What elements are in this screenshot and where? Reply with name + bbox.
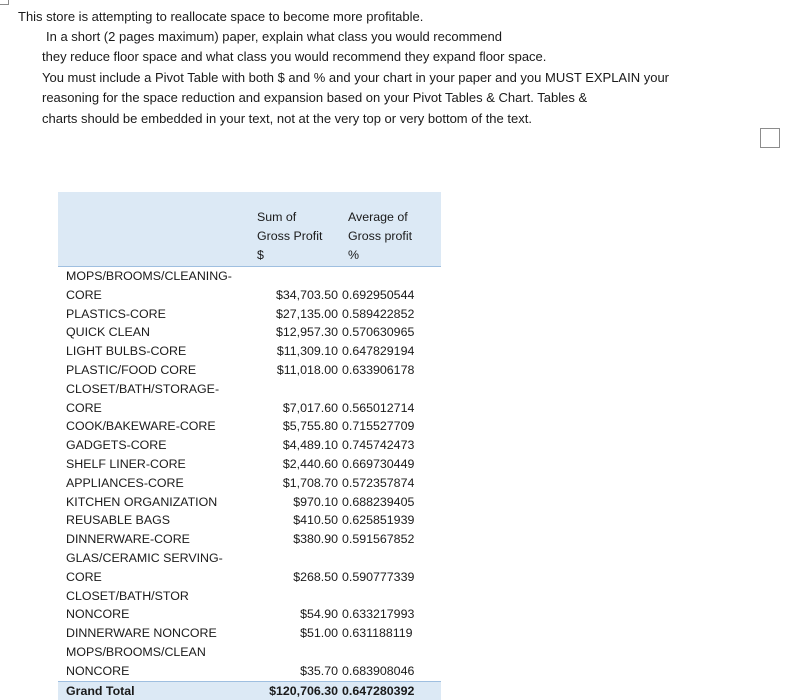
row-label <box>58 380 247 418</box>
table-row <box>58 493 441 512</box>
row-label <box>58 643 247 681</box>
sum-gross-profit-cell: $35.70 <box>300 663 338 678</box>
table-row <box>58 361 441 380</box>
row-label <box>58 587 247 625</box>
sum-gross-profit-cell: $380.90 <box>293 532 338 547</box>
row-label-line2: CORE <box>66 569 102 584</box>
table-row <box>58 549 441 587</box>
instruction-line-6: charts should be embedded in your text, not at the very top or very bottom of the text. <box>42 110 532 126</box>
row-label <box>58 417 247 436</box>
row-label-line2: NONCORE <box>66 663 130 678</box>
sum-gross-profit-cell: $34,703.50 <box>275 287 338 302</box>
row-label-line1: GLAS/CERAMIC SERVING- <box>66 550 223 565</box>
selection-checkbox[interactable] <box>760 128 780 148</box>
avg-gross-profit-cell: 0.590777339 <box>342 569 415 584</box>
pivot-table <box>58 192 441 700</box>
avg-gross-profit-cell: 0.591567852 <box>342 532 415 547</box>
row-label-line1: PLASTICS-CORE <box>66 306 166 321</box>
table-row <box>58 323 441 342</box>
avg-gross-profit-cell: 0.631188119 <box>342 626 413 641</box>
grand-total-row <box>58 681 441 700</box>
row-label-line1: DINNERWARE-CORE <box>66 532 190 547</box>
sum-gross-profit-cell: $54.90 <box>300 607 338 622</box>
avg-header-line1: Average of <box>348 210 408 224</box>
row-label-line2: CORE <box>66 400 102 415</box>
row-label <box>58 493 247 512</box>
table-row <box>58 474 441 493</box>
row-label-line1: CLOSET/BATH/STORAGE- <box>66 381 220 396</box>
table-row <box>58 530 441 549</box>
row-label <box>58 455 247 474</box>
instruction-line-2: In a short (2 pages maximum) paper, explain what class you would recommend <box>46 29 502 44</box>
row-label-line1: LIGHT BULBS-CORE <box>66 344 187 359</box>
sum-gross-profit-cell: $410.50 <box>293 513 338 528</box>
avg-gross-profit-cell: 0.669730449 <box>342 456 415 471</box>
row-label-line1: CLOSET/BATH/STOR <box>66 588 189 603</box>
sum-gross-profit-cell: $4,489.10 <box>282 438 338 453</box>
instruction-line-1: This store is attempting to reallocate space to become more profitable. <box>18 9 424 24</box>
row-label-line1: MOPS/BROOMS/CLEAN <box>66 644 206 659</box>
avg-gross-profit-cell: 0.572357874 <box>342 475 415 490</box>
row-label <box>58 361 247 380</box>
row-label-line1: KITCHEN ORGANIZATION <box>66 494 218 509</box>
row-label <box>58 436 247 455</box>
row-label <box>58 624 247 643</box>
sum-gross-profit-cell: $11,309.10 <box>276 344 338 359</box>
table-row <box>58 380 441 418</box>
row-label-line1: MOPS/BROOMS/CLEANING- <box>66 269 232 283</box>
row-label <box>58 511 247 530</box>
table-row <box>58 417 441 436</box>
avg-gross-profit-cell: 0.565012714 <box>342 400 415 415</box>
row-label <box>58 474 247 493</box>
table-row <box>58 455 441 474</box>
grand-total-sum: $120,706.30 <box>247 681 338 700</box>
avg-gross-profit-cell: 0.570630965 <box>342 325 415 340</box>
page-corner-mark <box>0 0 9 5</box>
sum-gross-profit-cell: $51.00 <box>300 626 338 641</box>
avg-gross-profit-cell: 0.683908046 <box>342 663 415 678</box>
row-label-line1: GADGETS-CORE <box>66 438 167 453</box>
sum-header-line3: $ <box>257 248 264 262</box>
avg-gross-profit-header <box>338 192 441 267</box>
avg-gross-profit-cell: 0.633217993 <box>342 607 415 622</box>
pivot-header-row <box>58 192 441 267</box>
sum-gross-profit-cell: $2,440.60 <box>282 456 338 471</box>
avg-header-line3: % <box>348 248 360 262</box>
instruction-line-3: they reduce floor space and what class you would recommend they expand floor space. <box>42 49 547 65</box>
avg-gross-profit-cell: 0.647829194 <box>342 344 415 359</box>
sum-gross-profit-cell: $268.50 <box>293 569 338 584</box>
sum-gross-profit-cell: $970.10 <box>293 494 338 509</box>
table-row <box>58 624 441 643</box>
row-label <box>58 530 247 549</box>
grand-total-avg: 0.647280392 <box>338 681 441 700</box>
row-label-line1: DINNERWARE NONCORE <box>66 626 217 641</box>
avg-gross-profit-cell: 0.692950544 <box>342 287 415 302</box>
table-row <box>58 436 441 455</box>
sum-gross-profit-cell: $27,135.00 <box>275 306 338 321</box>
grand-total-label: Grand Total <box>58 681 247 700</box>
avg-gross-profit-cell: 0.625851939 <box>342 513 415 528</box>
avg-gross-profit-cell: 0.745742473 <box>342 438 415 453</box>
row-label-line2: NONCORE <box>66 607 130 622</box>
avg-header-line2: Gross profit <box>348 229 413 243</box>
row-label-line1: PLASTIC/FOOD CORE <box>66 362 197 377</box>
table-row <box>58 267 441 305</box>
table-row <box>58 643 441 681</box>
sum-gross-profit-cell: $7,017.60 <box>282 400 338 415</box>
row-label <box>58 305 247 324</box>
row-label-header <box>58 192 247 267</box>
sum-header-line1: Sum of <box>257 210 297 224</box>
row-label-line1: REUSABLE BAGS <box>66 513 170 528</box>
table-row <box>58 305 441 324</box>
row-label <box>58 342 247 361</box>
avg-gross-profit-cell: 0.589422852 <box>342 306 415 321</box>
avg-gross-profit-cell: 0.715527709 <box>342 419 415 434</box>
table-row <box>58 511 441 530</box>
row-label-line2: CORE <box>66 287 102 302</box>
sum-header-line2: Gross Profit <box>257 229 323 243</box>
row-label-line1: QUICK CLEAN <box>66 325 150 340</box>
row-label <box>58 549 247 587</box>
row-label-line1: SHELF LINER-CORE <box>66 456 186 471</box>
sum-gross-profit-cell: $11,018.00 <box>276 362 338 377</box>
instruction-line-4: You must include a Pivot Table with both $ and % and your chart in your paper and you MUST EXPLAIN your <box>42 69 670 85</box>
table-row <box>58 342 441 361</box>
row-label-line1: COOK/BAKEWARE-CORE <box>66 419 216 434</box>
row-label <box>58 267 247 305</box>
row-label-line1: APPLIANCES-CORE <box>66 475 184 490</box>
avg-gross-profit-cell: 0.688239405 <box>342 494 415 509</box>
table-row <box>58 587 441 625</box>
sum-gross-profit-cell: $12,957.30 <box>275 325 338 340</box>
sum-gross-profit-header <box>247 192 338 267</box>
avg-gross-profit-cell: 0.633906178 <box>342 362 415 377</box>
sum-gross-profit-cell: $5,755.80 <box>282 419 338 434</box>
row-label <box>58 323 247 342</box>
sum-gross-profit-cell: $1,708.70 <box>282 475 338 490</box>
instruction-line-5: reasoning for the space reduction and expansion based on your Pivot Tables & Chart. Tables & <box>42 90 588 106</box>
instruction-paragraph <box>42 27 669 129</box>
